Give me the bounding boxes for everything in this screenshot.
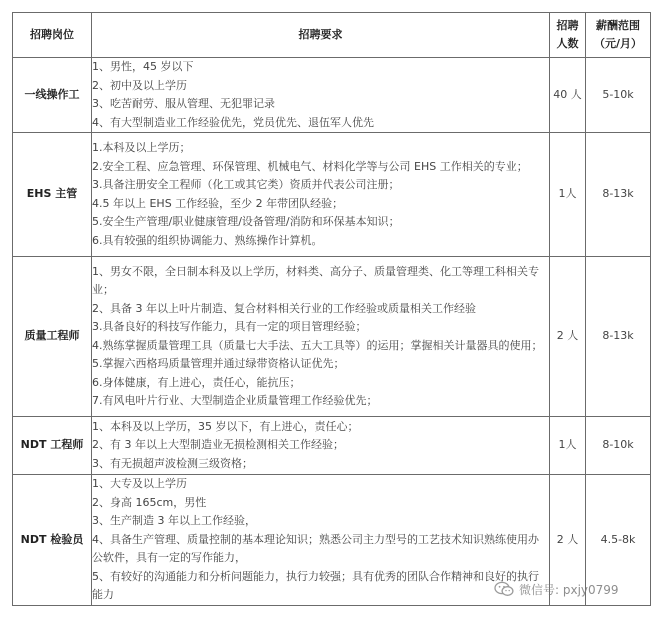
requirement-line: 6.具有较强的组织协调能力、熟练操作计算机。 [92,233,323,247]
position-cell: 一线操作工 [13,58,92,133]
wechat-watermark [494,578,654,600]
header-headcount-line: 人数 [556,37,579,50]
table-row [13,133,651,257]
requirement-line: 4.熟练掌握质量管理工具（质量七大手法、五大工具等）的运用；掌握相关计量器具的使用； [92,338,543,352]
requirement-line: 3.具备良好的科技写作能力，具有一定的项目管理经验； [92,320,367,333]
table-header [13,13,651,58]
wechat-icon [494,581,514,597]
requirement-line: 2.安全工程、应急管理、环保管理、机械电气、材料化学等与公司 EHS 工作相关的专业； [92,159,528,173]
requirement-line: 3、有无损超声波检测三级资格； [92,456,253,470]
requirement-line: 4.5 年以上 EHS 工作经验，至少 2 年带团队经验； [92,196,344,210]
requirements-cell [92,257,550,417]
requirement-line: 2、初中及以上学历 [92,78,187,92]
requirement-line: 4、有大型制造业工作经验优先，党员优先、退伍军人优先 [92,115,374,129]
header-salary [586,13,651,58]
recruitment-table [12,12,651,606]
requirement-line: 5.掌握六西格玛质量管理并通过绿带资格认证优先； [92,357,345,370]
requirement-line: 1、男性，45 岁以下 [92,60,194,73]
salary-cell: 8-13k [586,133,651,257]
headcount-cell: 1人 [550,133,586,257]
requirement-line: 6.身体健康，有上进心，责任心，能抗压； [92,375,301,389]
headcount-cell: 2 人 [550,257,586,417]
requirement-line: 1、男女不限，全日制本科及以上学历，材料类、高分子、质量管理类、化工等理工科相关专业； [92,264,539,296]
requirement-line: 2、具备 3 年以上叶片制造、复合材料相关行业的工作经验或质量相关工作经验 [92,301,476,315]
requirement-line: 4、具备生产管理、质量控制的基本理论知识；熟悉公司主力型号的工艺技术知识熟练使用办公软件，具有一定的写作能力， [92,532,539,564]
header-row [13,13,651,58]
salary-cell: 8-13k [586,257,651,417]
salary-cell: 4.5-8k [586,475,651,606]
position-cell: NDT 工程师 [13,417,92,475]
table-row [13,417,651,475]
headcount-cell: 40 人 [550,58,586,133]
requirement-line: 1、大专及以上学历 [92,477,187,490]
headcount-cell: 1人 [550,417,586,475]
requirement-line: 1、本科及以上学历，35 岁以下，有上进心，责任心； [92,419,359,433]
requirements-cell [92,417,550,475]
header-headcount [550,13,586,58]
header-salary-line: 薪酬范围 [596,18,640,32]
header-position: 招聘岗位 [13,13,92,58]
requirement-line: 3、吃苦耐劳、服从管理、无犯罪记录 [92,97,275,110]
requirements-cell [92,475,550,606]
salary-cell: 8-10k [586,417,651,475]
table-body [13,58,651,606]
position-cell: 质量工程师 [13,257,92,417]
header-requirements: 招聘要求 [92,13,550,58]
watermark-text: 微信号: pxjy0799 [519,582,619,597]
requirements-cell [92,58,550,133]
position-cell: NDT 检验员 [13,475,92,606]
requirement-line: 3.具备注册安全工程师（化工或其它类）资质并代表公司注册； [92,178,400,191]
header-salary-line: （元/月） [593,37,643,50]
requirements-cell [92,133,550,257]
position-cell: EHS 主管 [13,133,92,257]
requirement-line: 2、身高 165cm，男性 [92,495,207,509]
header-headcount-line: 招聘 [556,18,579,32]
headcount-cell: 2 人 [550,475,586,606]
salary-cell: 5-10k [586,58,651,133]
requirement-line: 2、有 3 年以上大型制造业无损检测相关工作经验； [92,438,344,452]
requirement-line: 1.本科及以上学历； [92,141,191,154]
requirement-line: 7.有风电叶片行业、大型制造企业质量管理工作经验优先； [92,394,378,407]
table-row [13,257,651,417]
requirement-line: 5、有较好的沟通能力和分析问题能力，执行力较强；具有优秀的团队合作精神和良好的执行能力 [92,569,539,601]
requirement-line: 5.安全生产管理/职业健康管理/设备管理/消防和环保基本知识； [92,215,400,228]
requirement-line: 3、生产制造 3 年以上工作经验， [92,514,256,527]
table-row [13,58,651,133]
